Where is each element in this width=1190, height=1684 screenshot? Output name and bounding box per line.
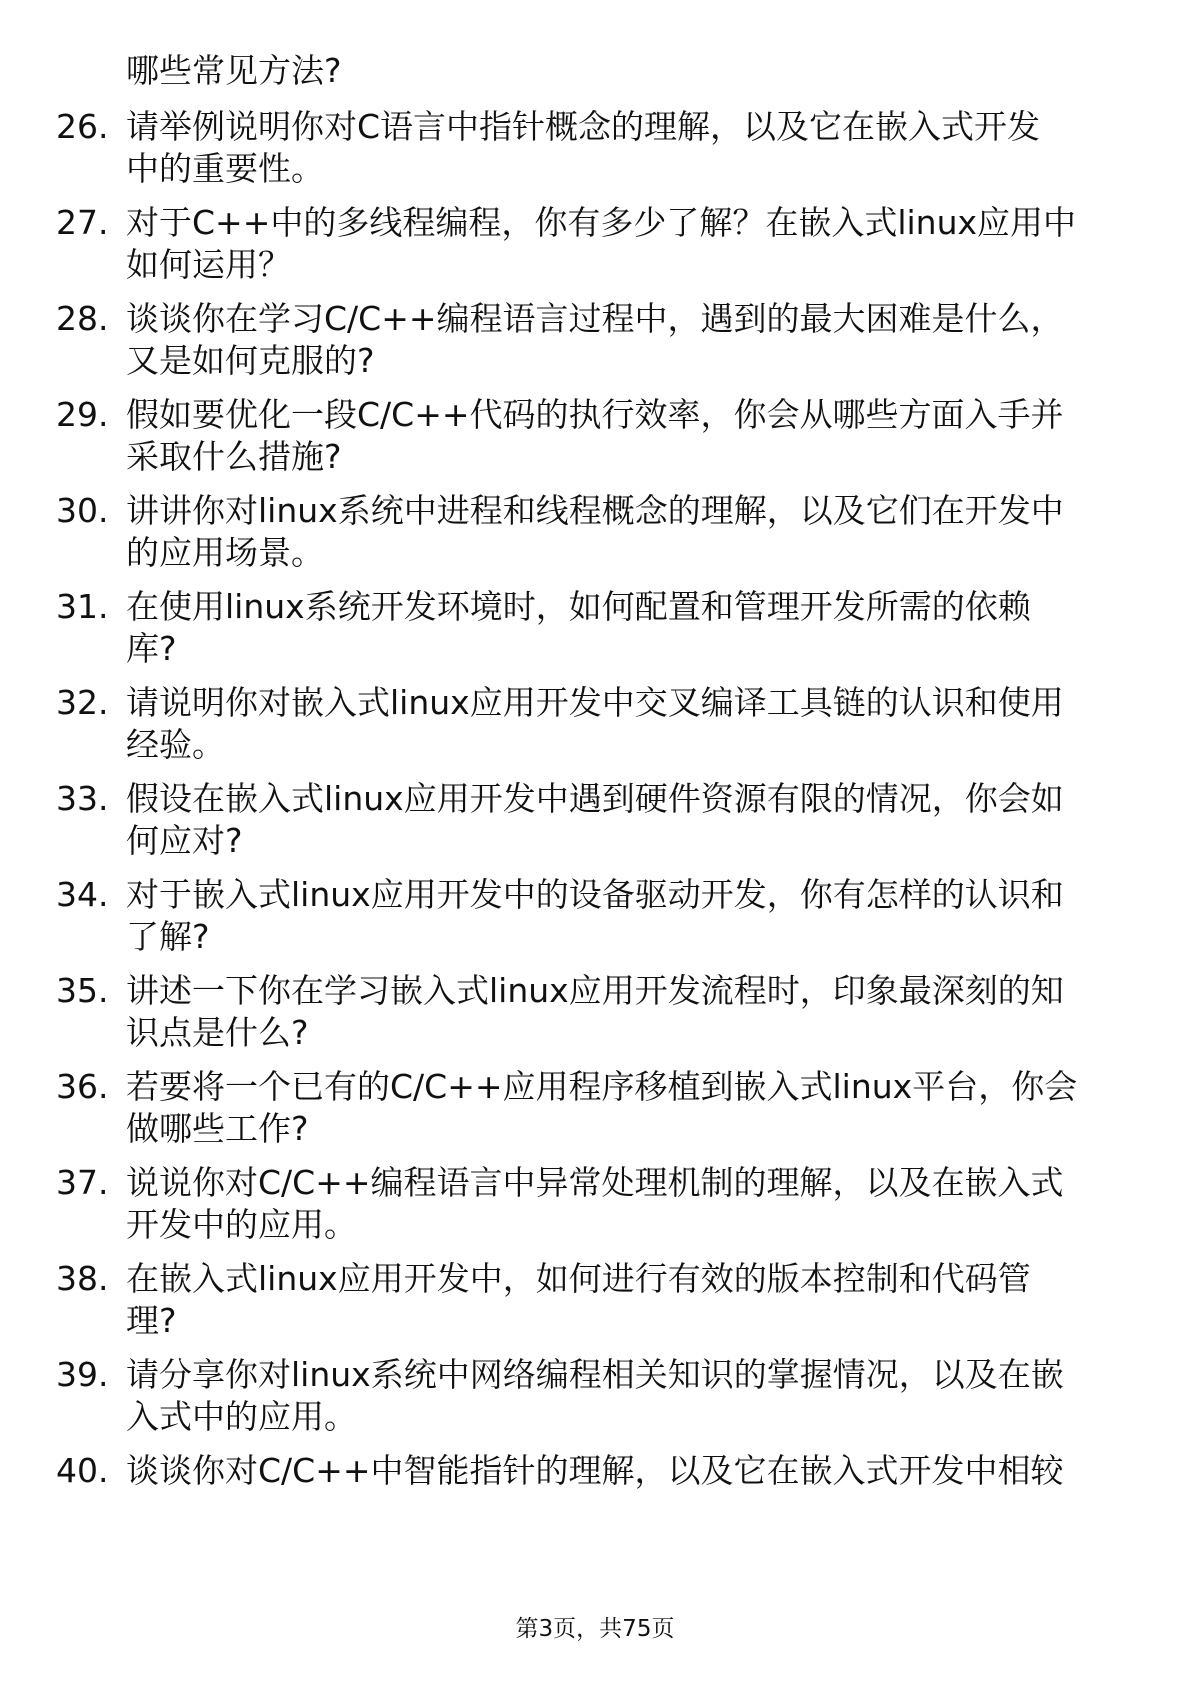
question-text [126,1354,1126,1438]
question-text-line: 讲讲你对linux系统中进程和线程概念的理解，以及它们在开发中 [126,491,1064,530]
question-text-line: 库? [126,629,177,668]
question-text-line: 谈谈你对C/C++中智能指针的理解，以及它在嵌入式开发中相较 [126,1451,1064,1490]
question-number: 35. [56,971,109,1010]
question-number: 36. [56,1067,109,1106]
question-text-line: 经验。 [126,725,225,764]
question-text [126,1258,1126,1342]
question-number: 34. [56,875,109,914]
question-text-line: 请举例说明你对C语言中指针概念的理解，以及它在嵌入式开发 [126,107,1041,146]
question-text-line: 开发中的应用。 [126,1205,357,1244]
question-text [126,394,1126,478]
question-text [126,874,1126,958]
question-text [126,1162,1126,1246]
question-text [126,106,1126,190]
question-text [126,1450,1126,1492]
question-text [126,202,1126,286]
question-text-line: 如何运用？ [126,245,291,284]
previous-question-continuation: 哪些常见方法? [126,51,342,90]
question-number: 30. [56,491,109,530]
question-text-line: 的应用场景。 [126,533,324,572]
question-number: 38. [56,1259,109,1298]
question-text-line: 入式中的应用。 [126,1397,357,1436]
question-number: 39. [56,1355,109,1394]
question-text-line: 请分享你对linux系统中网络编程相关知识的掌握情况，以及在嵌 [126,1355,1064,1394]
question-number: 40. [56,1451,109,1490]
question-text-line: 假设在嵌入式linux应用开发中遇到硬件资源有限的情况，你会如 [126,779,1064,818]
question-number: 27. [56,203,109,242]
question-text-line: 假如要优化一段C/C++代码的执行效率，你会从哪些方面入手并 [126,395,1064,434]
question-text-line: 中的重要性。 [126,149,324,188]
question-number: 28. [56,299,109,338]
question-text [126,682,1126,766]
question-text-line: 讲述一下你在学习嵌入式linux应用开发流程时，印象最深刻的知 [126,971,1064,1010]
question-text-line: 谈谈你在学习C/C++编程语言过程中，遇到的最大困难是什么， [126,299,1064,338]
question-text [126,586,1126,670]
question-text-line: 采取什么措施? [126,437,342,476]
question-text-line: 请说明你对嵌入式linux应用开发中交叉编译工具链的认识和使用 [126,683,1064,722]
question-text-line: 对于C++中的多线程编程，你有多少了解？在嵌入式linux应用中 [126,203,1077,242]
question-text [126,970,1126,1054]
question-text-line: 做哪些工作? [126,1109,309,1148]
question-number: 32. [56,683,109,722]
question-text-line: 若要将一个已有的C/C++应用程序移植到嵌入式linux平台，你会 [126,1067,1078,1106]
question-text [126,1066,1126,1150]
question-number: 37. [56,1163,109,1202]
page-footer: 第3页，共75页 [515,1616,675,1642]
question-text-line: 在嵌入式linux应用开发中，如何进行有效的版本控制和代码管 [126,1259,1031,1298]
question-text-line: 了解? [126,917,210,956]
question-number: 26. [56,107,109,146]
question-text-line: 识点是什么? [126,1013,309,1052]
question-text [126,778,1126,862]
question-number: 33. [56,779,109,818]
question-number: 31. [56,587,109,626]
question-text-line: 又是如何克服的? [126,341,375,380]
question-text-line: 说说你对C/C++编程语言中异常处理机制的理解，以及在嵌入式 [126,1163,1064,1202]
question-text [126,490,1126,574]
question-text-line: 理? [126,1301,177,1340]
question-text-line: 对于嵌入式linux应用开发中的设备驱动开发，你有怎样的认识和 [126,875,1064,914]
question-number: 29. [56,395,109,434]
question-text-line: 何应对? [126,821,243,860]
question-text-line: 在使用linux系统开发环境时，如何配置和管理开发所需的依赖 [126,587,1031,626]
question-text [126,298,1126,382]
